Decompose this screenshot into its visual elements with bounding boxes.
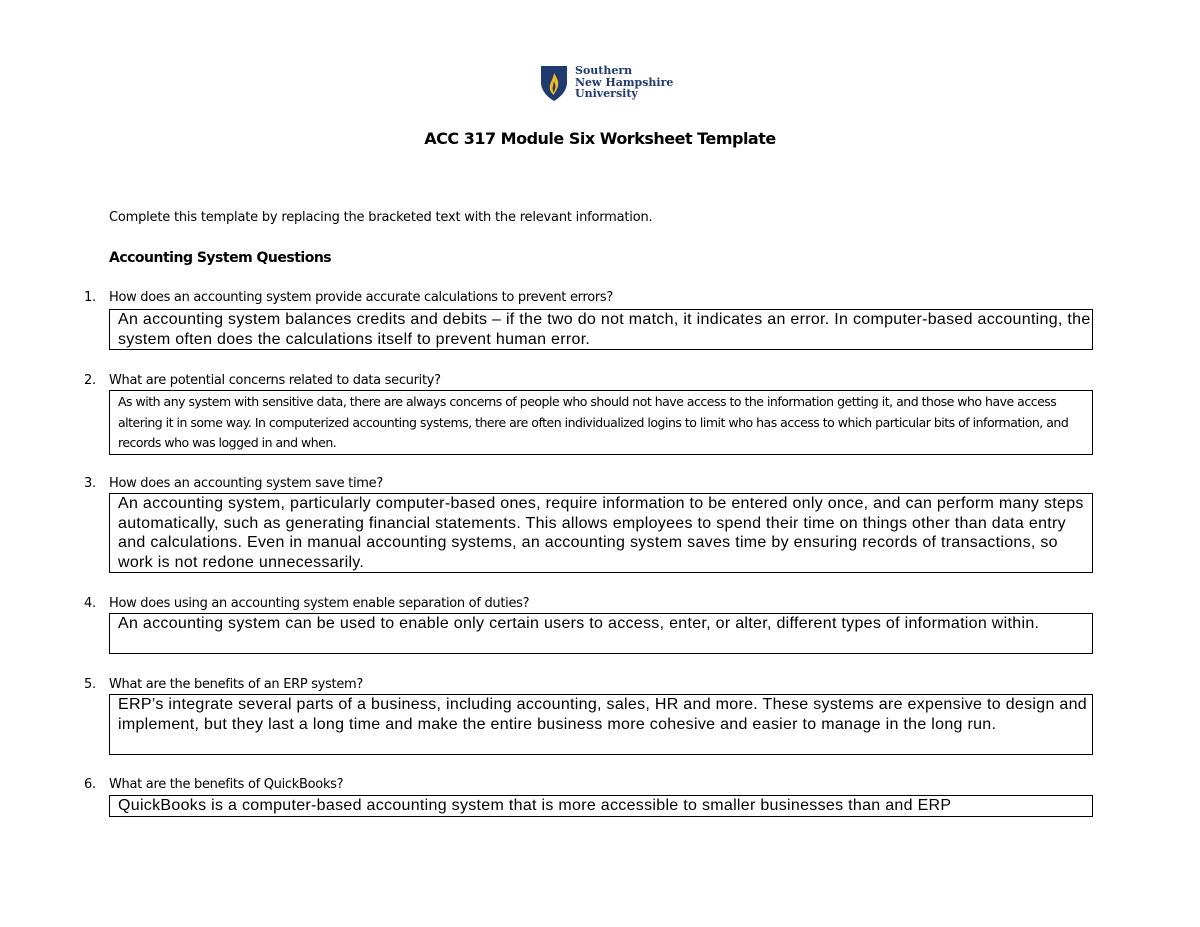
answer-text: As with any system with sensitive data, there are always concerns of people who should not have access to the information getting it, and those who have access altering it in some way. In computerized accounting systems, there are often individualized logins to limit who has access to which particular bits of information, and records who was logged in and when. bbox=[118, 394, 1069, 450]
answer-text: An accounting system balances credits and debits – if the two do not match, it indicates an error. In computer-based accounting, the system often does the calculations itself to prevent human error. bbox=[118, 311, 1091, 348]
answer-text: An accounting system, particularly computer-based ones, require information to be entered only once, and can perform many steps automatically, such as generating financial statements. This allows employees to spend their time on things other than data entry and calculations. Even in manual accounting systems, an accounting system saves time by ensuring records of transactions, so work is not redone unnecessarily. bbox=[118, 495, 1084, 571]
question-1 bbox=[84, 290, 613, 305]
question-text: How does an accounting system provide accurate calculations to prevent errors? bbox=[109, 290, 613, 305]
logo-line-3: University bbox=[575, 87, 638, 100]
question-3 bbox=[84, 476, 383, 491]
question-text: What are potential concerns related to data security? bbox=[109, 373, 441, 388]
answer-box-3[interactable] bbox=[109, 493, 1093, 573]
answer-box-1[interactable] bbox=[109, 309, 1093, 350]
question-5 bbox=[84, 677, 363, 692]
question-number: 3. bbox=[84, 476, 96, 491]
flame-shield-icon bbox=[539, 64, 569, 102]
question-6 bbox=[84, 777, 343, 792]
logo-line-2: New Hampshire bbox=[575, 75, 674, 89]
answer-text: An accounting system can be used to enable only certain users to access, enter, or alter, different types of information within. bbox=[118, 615, 1040, 632]
question-2 bbox=[84, 373, 441, 388]
university-logo bbox=[539, 64, 673, 102]
question-number: 4. bbox=[84, 596, 96, 611]
question-text: What are the benefits of QuickBooks? bbox=[109, 777, 344, 792]
question-text: What are the benefits of an ERP system? bbox=[109, 677, 364, 692]
question-number: 5. bbox=[84, 677, 96, 692]
question-number: 1. bbox=[84, 290, 96, 305]
question-4 bbox=[84, 596, 529, 611]
question-number: 2. bbox=[84, 373, 96, 388]
question-text: How does an accounting system save time? bbox=[109, 476, 383, 491]
question-number: 6. bbox=[84, 777, 96, 792]
instructions-text: Complete this template by replacing the bracketed text with the relevant information. bbox=[109, 210, 653, 225]
question-text: How does using an accounting system enable separation of duties? bbox=[109, 596, 530, 611]
section-heading: Accounting System Questions bbox=[109, 250, 332, 266]
answer-box-5[interactable] bbox=[109, 694, 1093, 755]
logo-wordmark bbox=[575, 65, 673, 100]
answer-box-2[interactable] bbox=[109, 390, 1093, 455]
answer-text: QuickBooks is a computer-based accounting system that is more accessible to smaller businesses than and ERP bbox=[118, 797, 952, 814]
answer-box-6[interactable] bbox=[109, 795, 1093, 817]
logo-line-1: Southern bbox=[575, 64, 633, 77]
answer-box-4[interactable] bbox=[109, 613, 1093, 654]
document-title: ACC 317 Module Six Worksheet Template bbox=[424, 129, 776, 148]
answer-text: ERP’s integrate several parts of a business, including accounting, sales, HR and more. These systems are expensive to design and implement, but they last a long time and make the entire business more cohesive and easier to manage in the long run. bbox=[118, 696, 1087, 733]
